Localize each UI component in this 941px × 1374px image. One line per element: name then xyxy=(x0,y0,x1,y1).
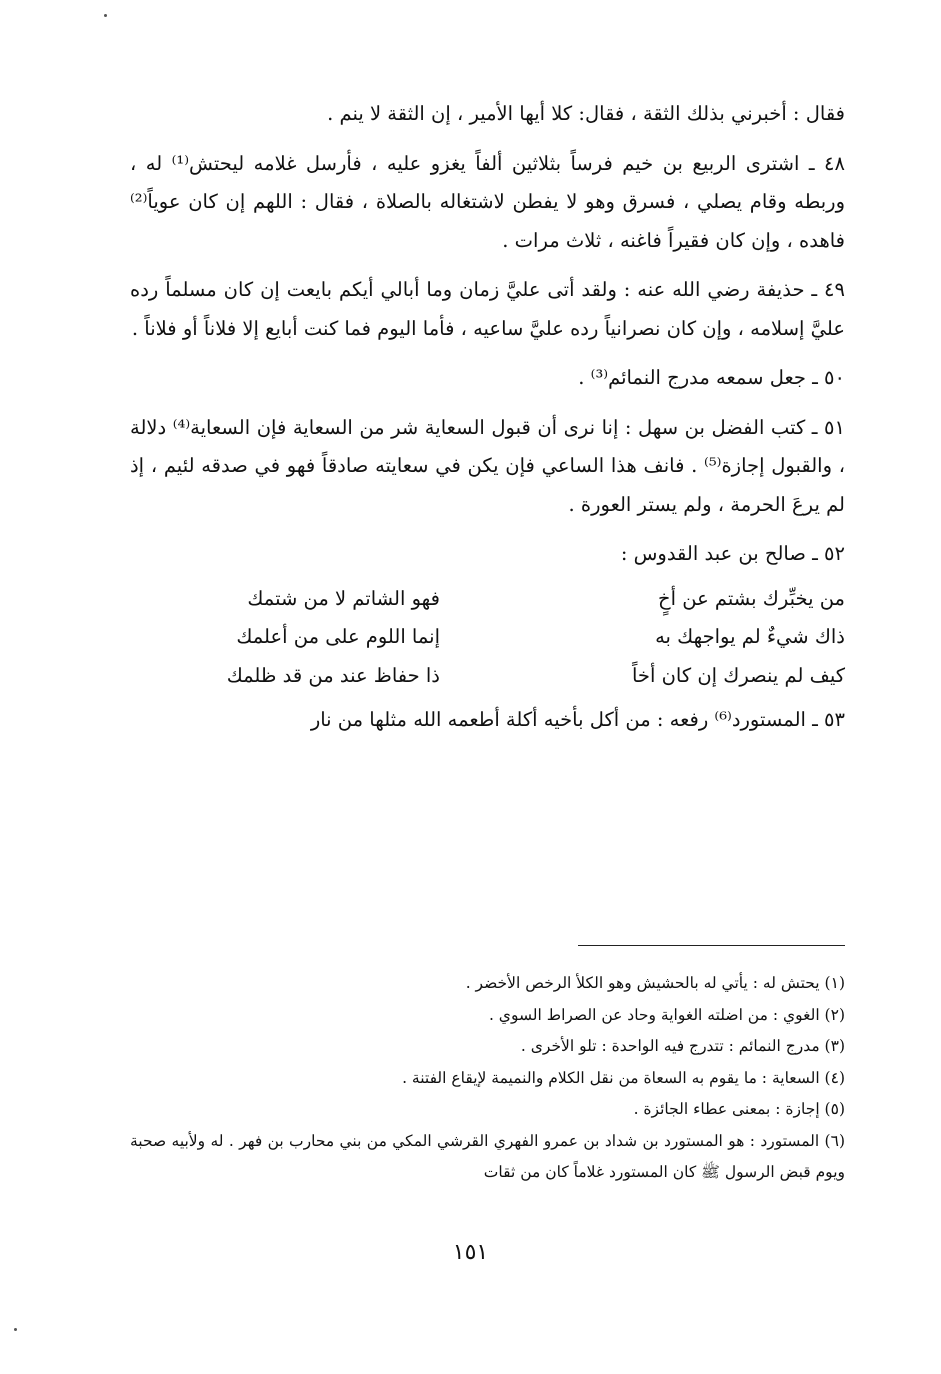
footnote-5: (٥) إجازة : بمعنى عطاء الجائزة . xyxy=(633,1100,845,1118)
scan-speck xyxy=(104,14,107,17)
opening-text: فقال : أخبرني بذلك الثقة ، فقال: كلا أيها الأمير ، إن الثقة لا ينم . xyxy=(327,102,845,125)
poem-hemistich-first: من يخبِّرك بشتم عن أخٍ xyxy=(658,586,845,610)
paragraph-52 xyxy=(130,535,845,574)
footnote-4: (٤) السعاية : ما يقوم به السعاة من نقل الكلام والنميمة لإيقاع الفتنة . xyxy=(402,1068,845,1087)
main-text xyxy=(130,95,845,751)
paragraph-48-text: ٤٨ ـ اشترى الربيع بن خيم فرساً بثلاثين ألفاً يغزو عليه ، فأرسل غلامه ليحتش⁽¹⁾ له ، وربطه وقام يصلي ، فسرق وهو لا يفطن لاشتغاله بالصلاة ، فقال : اللهم إن كان عوياً⁽²⁾ فاهده ، وإن كان فقيراً فاغنه ، ثلاث مرات . xyxy=(130,151,845,252)
poem-hemistich-first: ذاك شيءٌ لم يواجهك به xyxy=(655,625,845,648)
opening-paragraph xyxy=(130,95,845,134)
paragraph-49 xyxy=(130,271,845,348)
footnote-divider xyxy=(578,945,845,946)
poem-hemistich-second: فهو الشاتم لا من شتمك xyxy=(247,586,440,610)
footnote-3: (٣) مدرج النمائم : تتدرج فيه الواحدة : تلو الأخرى . xyxy=(520,1037,845,1055)
scan-speck xyxy=(14,1328,17,1331)
footnotes xyxy=(130,968,845,1189)
paragraph-52-text: ٥٢ ـ صالح بن عبد القدوس : xyxy=(620,542,845,565)
paragraph-49-text: ٤٩ ـ حذيفة رضي الله عنه : ولقد أتى عليَّ زمان وما أبالي أيكم بايعت إن كان مسلماً رده عليَّ إسلامه ، وإن كان نصرانياً رده عليَّ ساعيه ، فأما اليوم فما كنت أبايع إلا فلاناً أو فلاناً . xyxy=(130,278,845,340)
page-number: ١٥١ xyxy=(452,1240,489,1265)
poem xyxy=(130,580,845,696)
poem-hemistich-second: إنما اللوم على من أعلمك xyxy=(236,625,440,648)
paragraph-53 xyxy=(130,701,845,740)
footnote-1: (١) يحتش له : يأتي له بالحشيش وهو الكلأ الرخص الأخضر . xyxy=(465,974,845,992)
paragraph-50 xyxy=(130,359,845,398)
poem-verse-3 xyxy=(130,657,845,696)
footnote-6: (٦) المستورد : هو المستورد بن شداد بن عمرو الفهري القرشي المكي من بني محارب بن فهر . له ولأبيه صحبة ويوم قبض الرسول ﷺ كان المستورد غلاماً كان من ثقات xyxy=(130,1131,845,1181)
poem-verse-1 xyxy=(130,580,845,619)
paragraph-48 xyxy=(130,145,845,261)
footnote-2: (٢) الغوي : من اضلته الغواية وحاد عن الصراط السوي . xyxy=(488,1005,845,1024)
poem-hemistich-first: كيف لم ينصرك إن كان أخاً xyxy=(631,663,845,687)
paragraph-53-text: ٥٣ ـ المستورد⁽⁶⁾ رفعه : من أكل بأخيه أكلة أطعمه الله مثلها من نار xyxy=(310,708,845,731)
paragraph-51 xyxy=(130,409,845,525)
paragraph-50-text: ٥٠ ـ جعل سمعه مدرج النمائم⁽³⁾ . xyxy=(578,366,845,389)
paragraph-51-text: ٥١ ـ كتب الفضل بن سهل : إنا نرى أن قبول السعاية شر من السعاية فإن السعاية⁽⁴⁾ دلالة ، والقبول إجازة⁽⁵⁾ . فانف هذا الساعي فإن يكن في سعايته صادقاً فهو في صدقه لئيم ، إذ لم يرعَ الحرمة ، ولم يستر العورة . xyxy=(130,415,845,516)
poem-verse-2 xyxy=(130,618,845,657)
poem-hemistich-second: ذا حفاظ عند من قد ظلمك xyxy=(226,663,440,687)
